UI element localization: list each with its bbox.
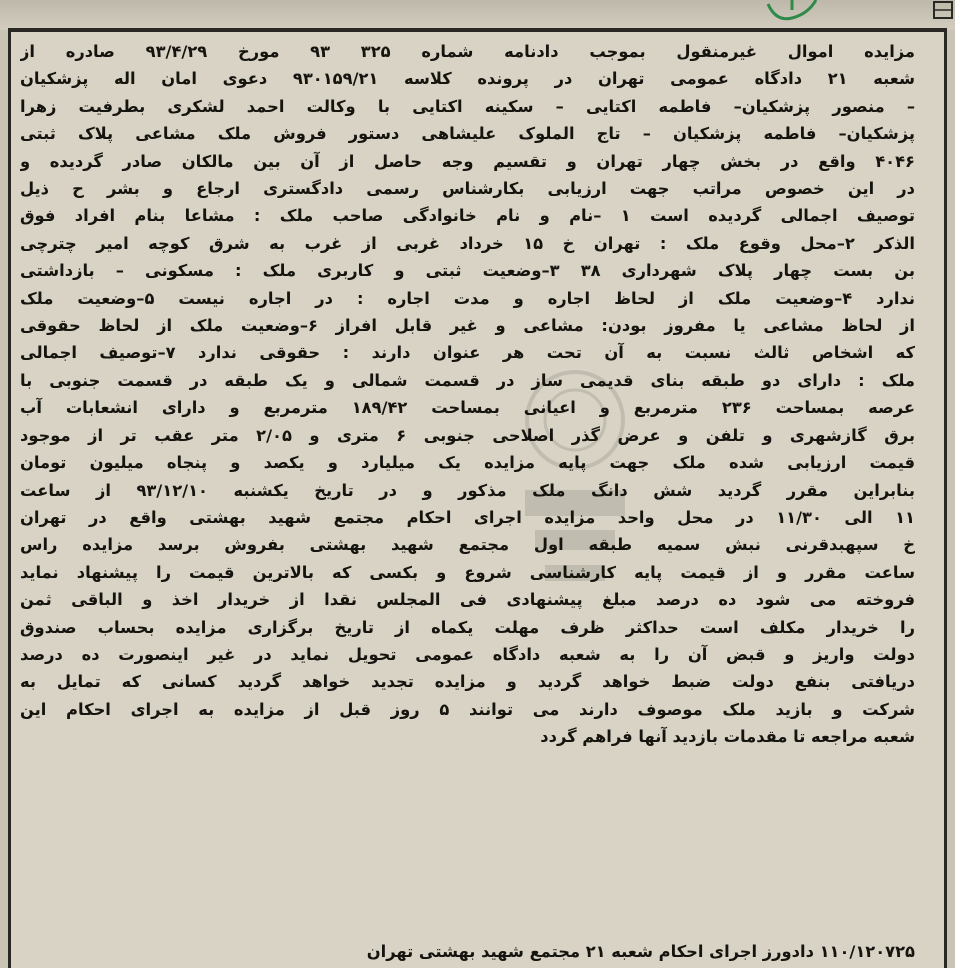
notice-line: الذکر ۲–محل وقوع ملک : تهران خ ۱۵ خرداد غربی از غرب به شرق کوچه امیر چترچی (20, 233, 915, 253)
notice-line: در این خصوص مراتب جهت ارزیابی بکارشناس رسمی دادگستری ارجاع و بشر ح ذیل (20, 179, 915, 199)
notice-line: شعبه ۲۱ دادگاه عمومی تهران در پرونده کلاسه ۹۳۰۱۵۹/۲۱ دعوی امان اله پزشکیان (20, 69, 915, 89)
notice-line: از لحاظ مشاعی یا مفروز بودن: مشاعی و غیر قابل افراز ۶–وضعیت ملک از لحاظ حقوقی (20, 316, 915, 336)
stamp-fragment (930, 0, 955, 22)
notice-line: مزایده اموال غیرمنقول بموجب دادنامه شماره ۳۲۵ ۹۳ مورخ ۹۳/۴/۲۹ صادره از (20, 42, 915, 61)
notice-line: ساعت مقرر و از قیمت پایه کارشناسی شروع و بکسی که بالاترین قیمت را پیشنهاد نماید (20, 562, 915, 582)
notice-line: قیمت ارزیابی شده ملک جهت پایه مزایده یک میلیارد و یکصد و پنجاه میلیون تومان (20, 453, 915, 473)
notice-line: شعبه مراجعه تا مقدمات بازدید آنها فراهم گردد (540, 727, 915, 747)
green-logo-fragment (762, 0, 822, 22)
notice-line: ندارد ۴–وضعیت ملک از لحاظ اجاره و مدت اجاره : در اجاره نیست ۵–وضعیت ملک (20, 288, 915, 308)
notice-line: دولت واریز و قبض آن را به شعبه دادگاه عمومی تحویل نماید در غیر اینصورت ده درصد (20, 644, 915, 664)
notice-line: را خریدار مکلف است حداکثر ظرف مهلت یکماه از تاریخ برگزاری مزایده بحساب صندوق (20, 617, 915, 637)
notice-line: عرصه بمساحت ۲۳۶ مترمربع و اعیانی بمساحت ۱۸۹/۴۲ مترمربع و دارای انشعابات آب (20, 398, 915, 418)
notice-line: پزشکیان– فاطمه پزشکیان – تاج الملوک علیشاهی دستور فروش ملک مشاعی پلاک ثبتی (20, 124, 915, 144)
notice-footer-signature: ۱۱۰/۱۲۰۷۲۵ دادورز اجرای احکام شعبه ۲۱ مجتمع شهید بهشتی تهران (366, 942, 915, 961)
notice-line: بنابراین مقرر گردید شش دانگ ملک مذکور و در تاریخ یکشنبه ۹۳/۱۲/۱۰ از ساعت (20, 480, 915, 500)
notice-line: – منصور پزشکیان– فاطمه اکتایی – سکینه اکتایی با وکالت احمد لشکری بطرفیت زهرا (20, 96, 915, 116)
notice-line: ملک : دارای دو طبقه بنای قدیمی ساز در قسمت شمالی و یک طبقه در قسمت جنوبی با (20, 370, 915, 390)
notice-line: ۱۱ الی ۱۱/۳۰ در محل واحد مزایده اجرای احکام مجتمع شهید بهشتی واقع در تهران (20, 507, 915, 527)
notice-line: بن بست چهار پلاک شهرداری ۳۸ ۳–وضعیت ثبتی و کاربری ملک : مسکونی – بازداشتی (20, 261, 915, 281)
notice-line: توصیف اجمالی گردیده است ۱ –نام و نام خانوادگی صاحب ملک : مشاعا بنام افراد فوق (20, 206, 915, 226)
notice-line: دریافتی بنفع دولت ضبط خواهد گردید و مزایده تجدید خواهد گردید کسانی که تمایل به (20, 672, 915, 692)
notice-line: ۴۰۴۶ واقع در بخش چهار تهران و تقسیم وجه حاصل از آن بین مالکان صادر گردیده و (20, 151, 915, 171)
auction-notice-body (20, 38, 915, 751)
notice-line: خ سپهبدقرنی نبش سمیه طبقه اول مجتمع شهید بهشتی بفروش برسد مزایده راس (20, 535, 915, 555)
notice-line: فروخته می شود ده درصد مبلغ پیشنهادی فی المجلس نقدا از خریدار اخذ و الباقی ثمن (20, 590, 915, 610)
notice-line: برق گازشهری و تلفن و عرض گذر اصلاحی جنوبی ۶ متری و ۲/۰۵ متر عقب تر از موجود (20, 425, 915, 445)
notice-line: شرکت و بازید ملک موصوف دارند می توانند ۵ روز قبل از مزایده به اجرای احکام این (20, 699, 915, 719)
notice-line: که اشخاص ثالث نسبت به آن تحت هر عنوان دارند : حقوقی ندارد ۷–توصیف اجمالی (20, 343, 915, 363)
